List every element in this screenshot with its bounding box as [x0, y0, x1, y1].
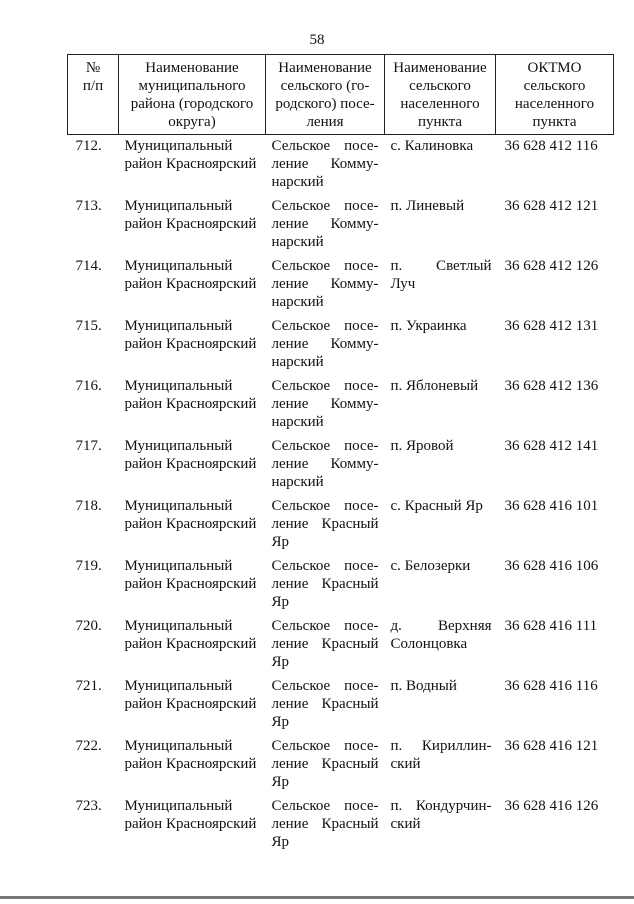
locality-line: п. Кондурчин-	[390, 797, 492, 814]
settlement-line: ление Красный	[271, 515, 379, 532]
header-district: Наименование муниципального района (городского округа)	[119, 55, 266, 135]
district-cell	[119, 557, 266, 617]
settlement-line: нарский	[271, 413, 324, 430]
settlement-line: Яр	[271, 533, 290, 550]
settlements-table	[67, 54, 614, 857]
district-line: Муниципальный	[124, 617, 233, 634]
page-bottom-rule	[0, 896, 634, 899]
district-line: район Красноярский	[124, 275, 257, 292]
row-number: 718.	[75, 497, 102, 514]
locality-line: ский	[390, 815, 421, 832]
oktmo-cell: 36 628 412 116	[504, 138, 598, 154]
header-oktmo: ОКТМО сельского населенного пункта	[496, 55, 614, 135]
settlement-line: Сельское посе-	[271, 437, 379, 454]
row-number: 716.	[75, 377, 102, 394]
settlement-line: Сельское посе-	[271, 377, 379, 394]
settlement-cell	[266, 135, 385, 197]
locality-cell	[385, 737, 496, 797]
settlement-line: Сельское посе-	[271, 797, 379, 814]
settlement-line: нарский	[271, 353, 324, 370]
locality-cell	[385, 677, 496, 737]
district-line: Муниципальный	[124, 377, 233, 394]
settlement-line: Сельское посе-	[271, 497, 379, 514]
locality-cell	[385, 437, 496, 497]
settlement-line: Яр	[271, 773, 290, 790]
district-line: Муниципальный	[124, 557, 233, 574]
district-line: Муниципальный	[124, 497, 233, 514]
district-line: Муниципальный	[124, 317, 233, 334]
district-cell	[119, 377, 266, 437]
district-line: район Красноярский	[124, 335, 257, 352]
row-number: 720.	[75, 617, 102, 634]
locality-cell	[385, 317, 496, 377]
table-row	[68, 797, 614, 857]
oktmo-cell: 36 628 412 136	[504, 377, 599, 394]
settlement-cell	[266, 557, 385, 617]
locality-cell	[385, 197, 496, 257]
oktmo-cell: 36 628 412 131	[504, 317, 599, 334]
oktmo-cell: 36 628 412 126	[504, 257, 599, 274]
settlement-line: нарский	[271, 233, 324, 250]
row-number: 715.	[75, 317, 102, 334]
locality-line: п. Кириллин-	[390, 737, 492, 754]
district-line: район Красноярский	[124, 515, 257, 532]
settlement-line: Сельское посе-	[271, 138, 379, 154]
table-row	[68, 437, 614, 497]
table-row	[68, 557, 614, 617]
settlement-line: нарский	[271, 293, 324, 310]
settlement-cell	[266, 677, 385, 737]
locality-line: п. Светлый	[390, 257, 492, 274]
district-line: район Красноярский	[124, 215, 257, 232]
district-cell	[119, 737, 266, 797]
table-row	[68, 377, 614, 437]
district-line: район Красноярский	[124, 695, 257, 712]
table-row	[68, 257, 614, 317]
table-body	[68, 135, 614, 857]
table-row	[68, 617, 614, 677]
locality-line: с. Красный Яр	[390, 497, 483, 514]
district-line: район Красноярский	[124, 815, 257, 832]
locality-line: п. Линевый	[390, 197, 465, 214]
row-number: 719.	[75, 557, 102, 574]
oktmo-cell: 36 628 416 116	[504, 677, 598, 694]
row-number: 722.	[75, 737, 102, 754]
settlement-line: ление Красный	[271, 695, 379, 712]
district-cell	[119, 797, 266, 857]
header-locality: Наименование сельского населенного пункта	[385, 55, 496, 135]
settlement-line: нарский	[271, 174, 324, 190]
locality-line: с. Калиновка	[390, 138, 474, 154]
header-row	[68, 55, 614, 135]
settlement-line: Сельское посе-	[271, 617, 379, 634]
district-line: Муниципальный	[124, 677, 233, 694]
district-cell	[119, 135, 266, 197]
table-header	[68, 55, 614, 135]
settlement-cell	[266, 197, 385, 257]
locality-line: Солонцовка	[390, 635, 468, 652]
settlement-cell	[266, 737, 385, 797]
district-cell	[119, 257, 266, 317]
settlement-line: ление Комму-	[271, 335, 379, 352]
settlement-cell	[266, 317, 385, 377]
oktmo-cell: 36 628 416 101	[504, 497, 599, 514]
district-cell	[119, 497, 266, 557]
district-line: Муниципальный	[124, 797, 233, 814]
header-number: № п/п	[68, 55, 119, 135]
locality-cell	[385, 797, 496, 857]
table-row	[68, 135, 614, 197]
district-line: Муниципальный	[124, 737, 233, 754]
settlement-line: Сельское посе-	[271, 257, 379, 274]
locality-cell	[385, 497, 496, 557]
settlement-cell	[266, 797, 385, 857]
district-line: район Красноярский	[124, 156, 257, 172]
table-row	[68, 497, 614, 557]
settlement-line: Сельское посе-	[271, 737, 379, 754]
settlement-cell	[266, 617, 385, 677]
locality-cell	[385, 557, 496, 617]
settlement-line: ление Красный	[271, 575, 379, 592]
district-line: район Красноярский	[124, 455, 257, 472]
page-number: 58	[309, 32, 325, 48]
district-line: Муниципальный	[124, 437, 233, 454]
oktmo-cell: 36 628 416 121	[504, 737, 599, 754]
district-line: Муниципальный	[124, 257, 233, 274]
row-number: 713.	[75, 197, 102, 214]
district-cell	[119, 617, 266, 677]
locality-line: ский	[390, 755, 421, 772]
settlement-cell	[266, 257, 385, 317]
table-row	[68, 197, 614, 257]
settlement-line: Сельское посе-	[271, 677, 379, 694]
locality-cell	[385, 377, 496, 437]
locality-cell	[385, 617, 496, 677]
locality-line: п. Яровой	[390, 437, 454, 454]
district-line: район Красноярский	[124, 635, 257, 652]
settlement-line: Сельское посе-	[271, 317, 379, 334]
settlement-line: ление Комму-	[271, 395, 379, 412]
settlement-line: Сельское посе-	[271, 557, 379, 574]
locality-line: д. Верхняя	[390, 617, 492, 634]
settlement-line: Яр	[271, 653, 290, 670]
settlement-line: ление Комму-	[271, 275, 379, 292]
settlement-cell	[266, 437, 385, 497]
district-cell	[119, 437, 266, 497]
district-line: район Красноярский	[124, 755, 257, 772]
settlement-line: нарский	[271, 473, 324, 490]
district-line: район Красноярский	[124, 575, 257, 592]
settlement-cell	[266, 497, 385, 557]
row-number: 712.	[75, 138, 102, 154]
settlement-line: ление Красный	[271, 635, 379, 652]
row-number: 721.	[75, 677, 102, 694]
locality-line: с. Белозерки	[390, 557, 471, 574]
table-row	[68, 677, 614, 737]
oktmo-cell: 36 628 412 121	[504, 197, 599, 214]
settlement-line: ление Красный	[271, 755, 379, 772]
locality-line: Луч	[390, 275, 416, 292]
oktmo-cell: 36 628 416 111	[504, 617, 598, 634]
header-settlement: Наименование сельского (го- родского) посе- ления	[266, 55, 385, 135]
district-cell	[119, 317, 266, 377]
oktmo-cell: 36 628 416 106	[504, 557, 599, 574]
row-number: 723.	[75, 797, 102, 814]
settlement-line: ление Комму-	[271, 455, 379, 472]
settlement-line: Яр	[271, 593, 290, 610]
settlement-line: Сельское посе-	[271, 197, 379, 214]
settlement-line: Яр	[271, 713, 290, 730]
district-cell	[119, 197, 266, 257]
district-cell	[119, 677, 266, 737]
locality-cell	[385, 257, 496, 317]
district-line: район Красноярский	[124, 395, 257, 412]
table-row	[68, 317, 614, 377]
settlement-line: ление Комму-	[271, 156, 379, 172]
locality-line: п. Водный	[390, 677, 457, 694]
locality-line: п. Яблоневый	[390, 377, 479, 394]
locality-cell	[385, 135, 496, 197]
district-line: Муниципальный	[124, 138, 233, 154]
table-row	[68, 737, 614, 797]
oktmo-cell: 36 628 412 141	[504, 437, 599, 454]
row-number: 714.	[75, 257, 102, 274]
settlement-line: ление Комму-	[271, 215, 379, 232]
oktmo-cell: 36 628 416 126	[504, 797, 599, 814]
settlement-cell	[266, 377, 385, 437]
settlement-line: Яр	[271, 833, 290, 850]
locality-line: п. Украинка	[390, 317, 467, 334]
district-line: Муниципальный	[124, 197, 233, 214]
settlement-line: ление Красный	[271, 815, 379, 832]
row-number: 717.	[75, 437, 102, 454]
